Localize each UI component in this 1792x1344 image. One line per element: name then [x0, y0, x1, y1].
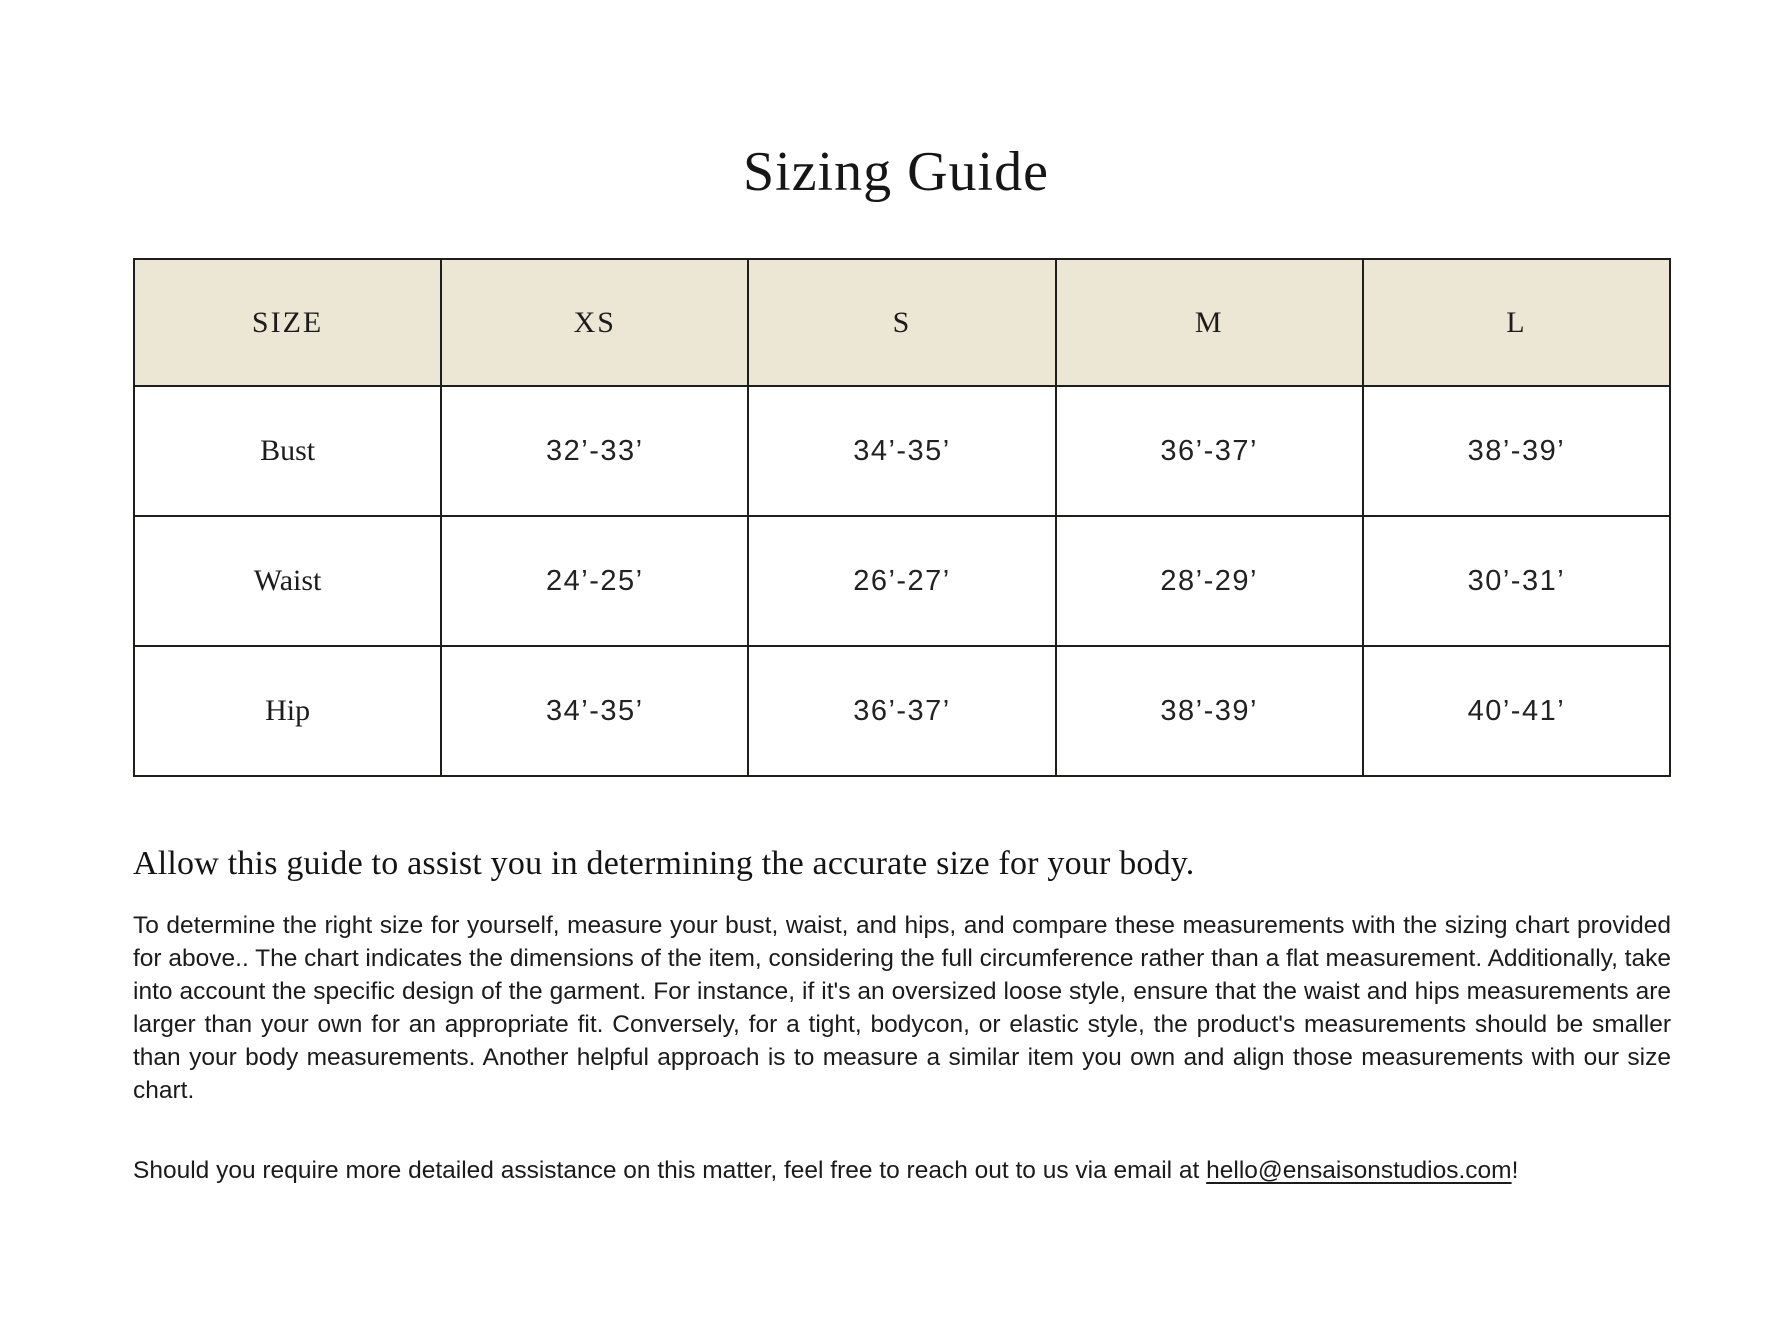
- header-cell-s: S: [748, 259, 1055, 386]
- row-label-bust: Bust: [134, 386, 441, 516]
- header-cell-m: M: [1056, 259, 1363, 386]
- email-link[interactable]: hello@ensaisonstudios.com: [1206, 1157, 1512, 1184]
- hip-m-value: 38’-39’: [1056, 646, 1363, 776]
- hip-xs-value: 34’-35’: [441, 646, 748, 776]
- bust-s-value: 34’-35’: [748, 386, 1055, 516]
- table-header-row: [134, 259, 1670, 386]
- waist-m-value: 28’-29’: [1056, 516, 1363, 646]
- waist-xs-value: 24’-25’: [441, 516, 748, 646]
- header-cell-size: SIZE: [134, 259, 441, 386]
- header-cell-l: L: [1363, 259, 1670, 386]
- sizing-table: [133, 258, 1671, 777]
- contact-suffix-text: !: [1511, 1157, 1519, 1184]
- table-row-hip: [134, 646, 1670, 776]
- bust-l-value: 38’-39’: [1363, 386, 1670, 516]
- page-title: Sizing Guide: [743, 141, 1049, 203]
- body-paragraph: To determine the right size for yourself, measure your bust, waist, and hips, and compare these measurements with the sizing chart provided for above.. The chart indicates the dimensions of the item, considering the full circumference rather than a flat measurement. Additionally, take into account the specific design of the garment. For instance, if it's an oversized loose style, ensure that the waist and hips measurements are larger than your own for an appropriate fit. Conversely, for a tight, bodycon, or elastic style, the product's measurements should be smaller than your body measurements. Another helpful approach is to measure a similar item you own and align those measurements with our size chart.: [133, 912, 1671, 1104]
- row-label-waist: Waist: [134, 516, 441, 646]
- waist-s-value: 26’-27’: [748, 516, 1055, 646]
- table-row-waist: [134, 516, 1670, 646]
- bust-xs-value: 32’-33’: [441, 386, 748, 516]
- table-row-bust: [134, 386, 1670, 516]
- row-label-hip: Hip: [134, 646, 441, 776]
- contact-prefix-text: Should you require more detailed assistance on this matter, feel free to reach out to us via email at: [133, 1157, 1207, 1184]
- header-cell-xs: XS: [441, 259, 748, 386]
- hip-s-value: 36’-37’: [748, 646, 1055, 776]
- bust-m-value: 36’-37’: [1056, 386, 1363, 516]
- contact-line: [133, 1154, 1671, 1187]
- hip-l-value: 40’-41’: [1363, 646, 1670, 776]
- lead-sentence: Allow this guide to assist you in determining the accurate size for your body.: [133, 845, 1195, 882]
- waist-l-value: 30’-31’: [1363, 516, 1670, 646]
- content-area: [133, 258, 1671, 1187]
